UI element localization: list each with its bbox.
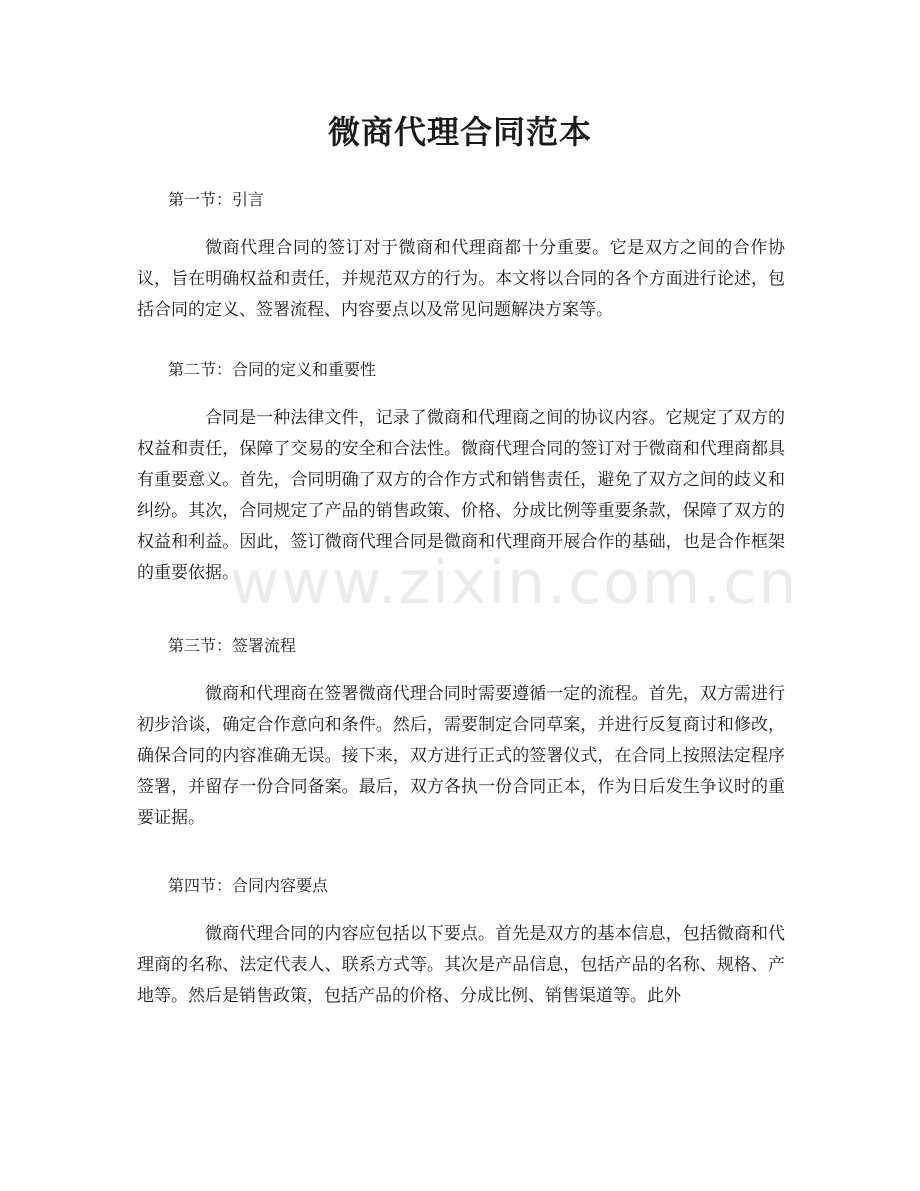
watermark: www.zixin.com.cn (230, 548, 799, 618)
section-body-2: 合同是一种法律文件，记录了微商和代理商之间的协议内容。它规定了双方的权益和责任，保障了交易的安全和合法性。微商代理合同的签订对于微商和代理商都具有重要意义。首先，合同明确了双方的合作方式和销售责任，避免了双方之间的歧义和纠纷。其次，合同规定了产品的销售政策、价格、分成比例等重要条款，保障了双方的权益和利益。因此，签订微商代理合同是微商和代理商开展合作的基础，也是合作框架的重要依据。 (137, 408, 785, 583)
section-heading-2: 第二节：合同的定义和重要性 (168, 360, 377, 379)
section-body-3: 微商和代理商在签署微商代理合同时需要遵循一定的流程。首先，双方需进行初步洽谈，确定合作意向和条件。然后，需要制定合同草案，并进行反复商讨和修改，确保合同的内容准确无误。接下来，双方进行正式的签署仪式，在合同上按照法定程序签署，并留存一份合同备案。最后，双方各执一份合同正本，作为日后发生争议时的重要证据。 (137, 684, 785, 828)
section-body-4: 微商代理合同的内容应包括以下要点。首先是双方的基本信息，包括微商和代理商的名称、法定代表人、联系方式等。其次是产品信息，包括产品的名称、规格、产地等。然后是销售政策，包括产品的价格、分成比例、销售渠道等。此外 (137, 924, 785, 1006)
document-title: 微商代理合同范本 (327, 113, 592, 151)
section-body-1: 微商代理合同的签订对于微商和代理商都十分重要。它是双方之间的合作协议，旨在明确权益和责任，并规范双方的行为。本文将以合同的各个方面进行论述，包括合同的定义、签署流程、内容要点以及常见问题解决方案等。 (137, 238, 785, 320)
section-heading-1: 第一节：引言 (168, 190, 265, 209)
section-heading-3: 第三节：签署流程 (168, 636, 297, 655)
section-heading-4: 第四节：合同内容要点 (168, 876, 329, 895)
